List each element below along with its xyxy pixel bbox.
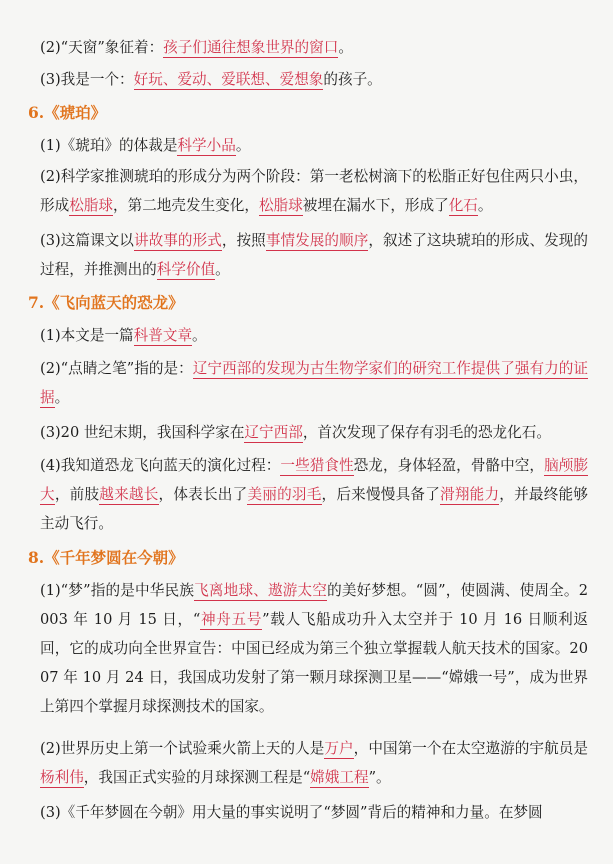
item-dinosaur-discovery: (3)20 世纪末期，我国科学家在辽宁西部，首次发现了保存有羽毛的恐龙化石。 — [40, 424, 551, 441]
section-heading-dinosaur: 7.《飞向蓝天的恐龙》 — [28, 293, 184, 312]
answer-highlight: 辽宁西部 — [244, 424, 303, 441]
answer-highlight: 嫦娥工程 — [310, 769, 369, 786]
answer-highlight: 杨利伟 — [40, 769, 84, 786]
answer-highlight: 事情发展的顺序 — [265, 232, 369, 249]
answer-highlight: 科学价值 — [156, 261, 216, 278]
answer-highlight: 科学小品 — [177, 137, 236, 154]
item-dream-meaning: (1)“梦”指的是中华民族飞离地球、遨游太空的美好梦想。“圆”，使圆满、使周全。2003 年 10 月 15 日，“神舟五号”载人飞船成功升入太空并于 10 月 16 日顺利返回，它的成功向全世界宣告：中国已经成为第三个独立掌握载人航天技术的国家。2007 年 10 月 24 日，我国成功发射了第一颗月球探测卫星——“嫦娥一号”，成为世界上第四个掌握月球探测技术的国家。 — [40, 582, 588, 715]
answer-highlight: 好玩、爱动、爱联想、爱想象 — [133, 71, 324, 88]
item-dinosaur-genre: (1)本文是一篇科普文章。 — [40, 327, 207, 344]
item-dinosaur-evolution: (4)我知道恐龙飞向蓝天的演化过程：一些猎食性恐龙，身体轻盈，骨骼中空，脑颅膨大，前肢越来越长，体表长出了美丽的羽毛，后来慢慢具备了滑翔能力，并最终能够主动飞行。 — [40, 457, 588, 532]
section-heading-dream: 8.《千年梦圆在今朝》 — [28, 548, 184, 567]
answer-highlight: 松脂球 — [258, 197, 303, 214]
answer-highlight: 飞离地球、遨游太空 — [194, 582, 328, 599]
answer-highlight: 松脂球 — [69, 197, 113, 214]
section-heading-hupo: 6.《琥珀》 — [28, 103, 107, 122]
item-tianchuang-symbol: (2)“天窗”象征着：孩子们通往想象世界的窗口。 — [40, 39, 353, 56]
answer-highlight: 美丽的羽毛 — [247, 486, 322, 503]
answer-highlight: 滑翔能力 — [440, 486, 500, 503]
item-hupo-genre: (1)《琥珀》的体裁是科学小品。 — [40, 137, 251, 154]
answer-highlight: 脑颅膨大 — [40, 457, 588, 503]
item-hupo-formation: (2)科学家推测琥珀的形成分为两个阶段：第一老松树滴下的松脂正好包住两只小虫，形成松脂球，第二地壳发生变化，松脂球被埋在漏水下，形成了化石。 — [40, 168, 588, 214]
answer-highlight: 万户 — [324, 740, 354, 757]
answer-highlight: 讲故事的形式 — [133, 232, 222, 249]
answer-highlight: 科普文章 — [133, 327, 193, 344]
answer-highlight: 孩子们通往想象世界的窗口 — [163, 39, 339, 56]
item-i-am: (3)我是一个：好玩、爱动、爱联想、爱想象的孩子。 — [40, 71, 382, 88]
item-hupo-structure: (3)这篇课文以讲故事的形式，按照事情发展的顺序，叙述了这块琥珀的形成、发现的过程，并推测出的科学价值。 — [40, 232, 588, 278]
answer-highlight: 越来越长 — [99, 486, 159, 503]
answer-highlight: 神舟五号 — [200, 611, 263, 628]
answer-highlight: 辽宁西部的发现为古生物学家们的研究工作提供了强有力的证据 — [40, 360, 588, 406]
item-dream-spirit: (3)《千年梦圆在今朝》用大量的事实说明了“梦圆”背后的精神和力量。在梦圆 — [40, 804, 543, 821]
item-dream-history: (2)世界历史上第一个试验乘火箭上天的人是万户，中国第一个在太空遨游的宇航员是杨利伟，我国正式实验的月球探测工程是“嫦娥工程”。 — [40, 740, 588, 786]
answer-highlight: 化石 — [448, 197, 478, 214]
answer-highlight: 一些猎食性 — [280, 457, 354, 474]
item-dinosaur-highlight: (2)“点睛之笔”指的是：辽宁西部的发现为古生物学家们的研究工作提供了强有力的证据。 — [40, 360, 588, 406]
